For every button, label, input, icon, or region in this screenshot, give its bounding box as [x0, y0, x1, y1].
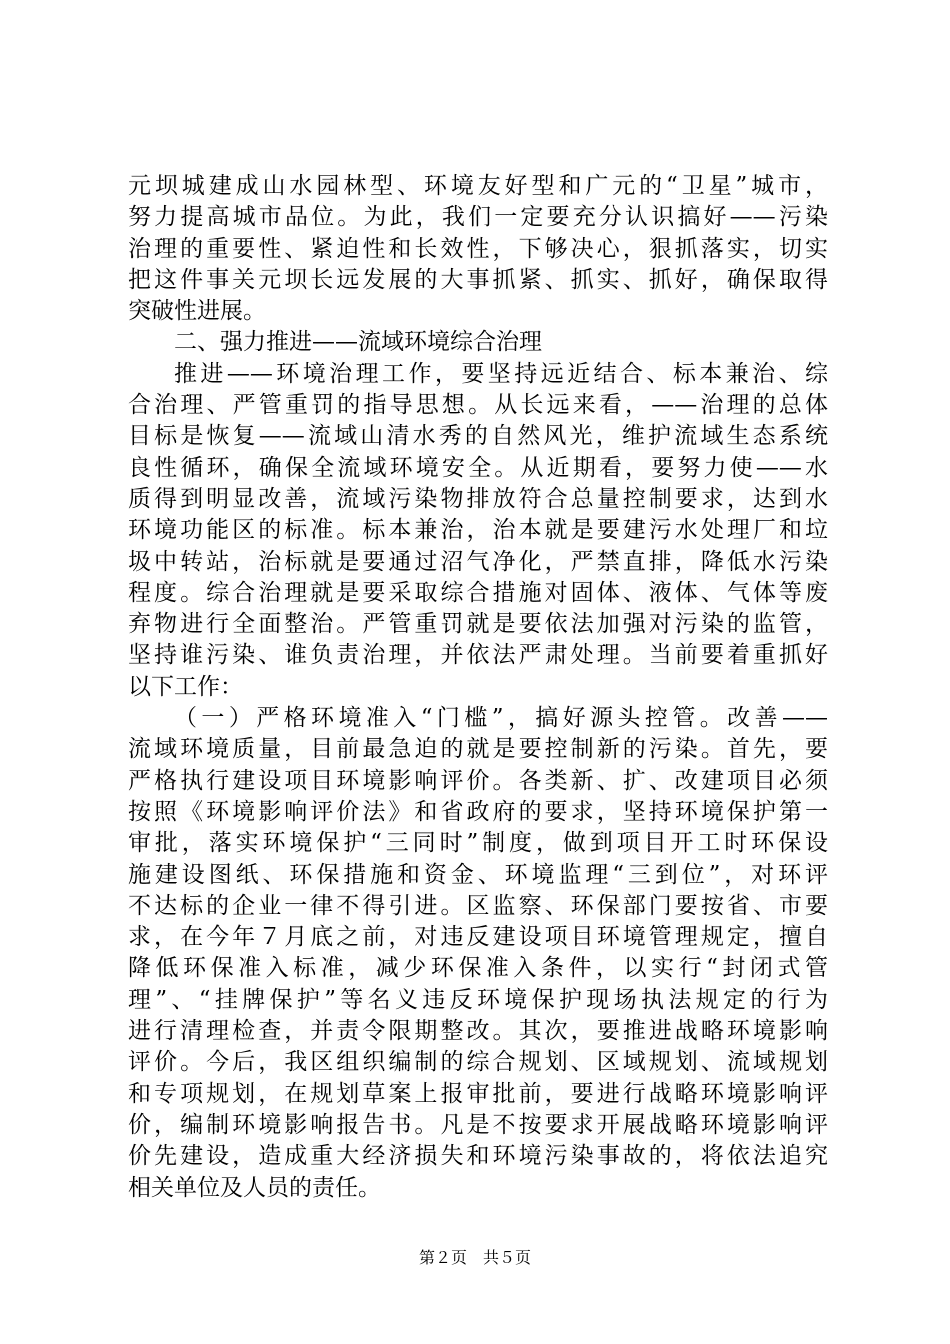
text-line: 相关单位及人员的责任。	[128, 1174, 381, 1201]
text-line: 流域环境质量，目前最急迫的就是要控制新的污染。首先，要	[128, 736, 828, 763]
text-line: 和专项规划，在规划草案上报审批前，要进行战略环境影响评	[128, 1080, 828, 1107]
text-line: 价，编制环境影响报告书。凡是不按要求开展战略环境影响评	[128, 1111, 828, 1138]
text-line: 圾中转站，治标就是要通过沼气净化，严禁直排，降低水污染	[128, 548, 828, 575]
text-line: 施建设图纸、环保措施和资金、环境监理“三到位”，对环评	[128, 861, 828, 888]
text-line: 严格执行建设项目环境影响评价。各类新、扩、改建项目必须	[128, 767, 828, 794]
page-footer: 第２页 共５页	[418, 1248, 531, 1267]
text-line: 评价。今后，我区组织编制的综合规划、区域规划、流域规划	[128, 1049, 828, 1076]
text-line: 把这件事关元坝长远发展的大事抓紧、抓实、抓好，确保取得	[128, 266, 828, 293]
text-line: 努力提高城市品位。为此，我们一定要充分认识搞好——污染	[128, 204, 828, 231]
text-line: 良性循环，确保全流域环境安全。从近期看，要努力使——水	[128, 454, 828, 481]
text-line: 求，在今年７月底之前，对违反建设项目环境管理规定，擅自	[128, 924, 828, 951]
text-line: 价先建设，造成重大经济损失和环境污染事故的，将依法追究	[128, 1143, 828, 1170]
text-line: 目标是恢复——流域山清水秀的自然风光，维护流域生态系统	[128, 423, 828, 450]
document-body	[128, 171, 828, 1204]
text-line: 推进——环境治理工作，要坚持远近结合、标本兼治、综	[174, 360, 828, 387]
text-line: 按照《环境影响评价法》和省政府的要求，坚持环境保护第一	[128, 798, 828, 825]
text-line: 程度。综合治理就是要采取综合措施对固体、液体、气体等废	[128, 579, 828, 606]
text-line: 进行清理检查，并责令限期整改。其次，要推进战略环境影响	[128, 1018, 828, 1045]
text-line: 环境功能区的标准。标本兼治，治本就是要建污水处理厂和垃	[128, 517, 828, 544]
text-line: 合治理、严管重罚的指导思想。从长远来看，——治理的总体	[128, 392, 828, 419]
text-line: 以下工作：	[128, 673, 243, 700]
text-line: 理”、“挂牌保护”等名义违反环境保护现场执法规定的行为	[128, 986, 828, 1013]
text-line: 二、强力推进——流域环境综合治理	[174, 329, 542, 356]
text-line: 质得到明显改善，流域污染物排放符合总量控制要求，达到水	[128, 485, 828, 512]
text-line: 弃物进行全面整治。严管重罚就是要依法加强对污染的监管，	[128, 611, 828, 638]
text-line: 治理的重要性、紧迫性和长效性，下够决心，狠抓落实，切实	[128, 235, 828, 262]
text-line: 坚持谁污染、谁负责治理，并依法严肃处理。当前要着重抓好	[128, 642, 828, 669]
text-line: 不达标的企业一律不得引进。区监察、环保部门要按省、市要	[128, 892, 828, 919]
text-line: 审批，落实环境保护“三同时”制度，做到项目开工时环保设	[128, 830, 828, 857]
text-line: 元坝城建成山水园林型、环境友好型和广元的“卫星”城市，	[128, 173, 828, 199]
text-line: 降低环保准入标准，减少环保准入条件，以实行“封闭式管	[128, 955, 828, 982]
text-line: 突破性进展。	[128, 298, 266, 325]
text-line: （一）严格环境准入“门槛”，搞好源头控管。改善——	[174, 705, 828, 732]
